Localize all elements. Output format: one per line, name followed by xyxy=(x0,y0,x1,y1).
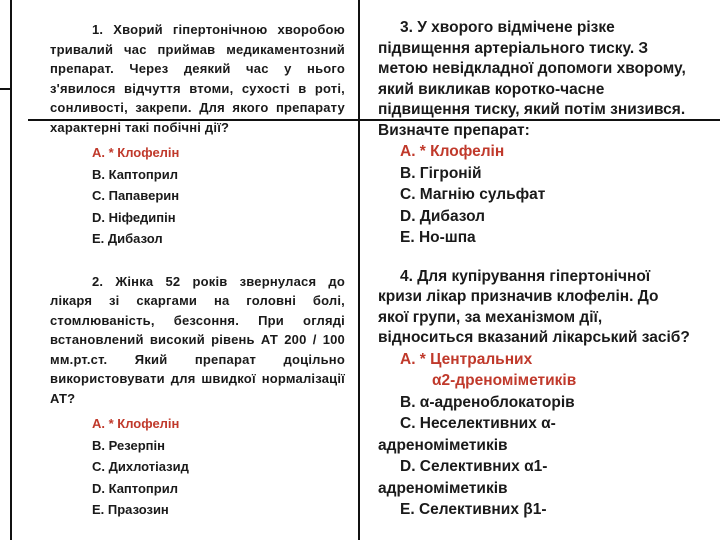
q3-option-e: E. Но-шпа xyxy=(400,229,476,246)
center-vertical-rule xyxy=(358,0,360,540)
q1-option-d: D. Ніфедипін xyxy=(92,209,176,225)
q3-option-c: C. Магнію сульфат xyxy=(400,186,546,203)
q4-option-c-line1: C. Неселективних α- xyxy=(400,415,556,432)
q4-option-d-line1: D. Селективних α1- xyxy=(400,458,548,475)
q4-option-d xyxy=(378,456,690,499)
left-column xyxy=(50,20,345,521)
q3-option-a: A. * Клофелін xyxy=(400,143,505,160)
q4-option-d-line2: адреноміметиків xyxy=(378,479,508,497)
question-2-text: 2. Жінка 52 років звернулася до лікаря зі скаргами на головні болі, стомлюваність, безсоння. При огляді встановлений високий рівень АТ 200 / 100 мм.рт.ст. Який препарат доцільно використовувати для швидкої нормалізації АТ? xyxy=(50,273,345,406)
q1-option-c: C. Папаверин xyxy=(92,188,180,203)
q4-option-c xyxy=(378,413,690,456)
q1-option-b: B. Каптоприл xyxy=(92,166,178,182)
question-3-options xyxy=(400,141,690,249)
q4-option-e: E. Селективних β1- xyxy=(400,501,547,518)
q3-option-d: D. Дибазол xyxy=(400,207,486,225)
q2-option-b: B. Резерпін xyxy=(92,437,165,453)
q4-option-a xyxy=(400,349,690,392)
q2-option-a: A. * Клофелін xyxy=(92,416,180,431)
q2-option-e: E. Празозин xyxy=(92,502,169,517)
question-3-text: 3. У хворого відмічене різке підвищення артеріального тиску. З метою невідкладної допомоги хворому, який викликав коротко-часне підвищення тиску, який потім знизився. Визначте препарат: xyxy=(378,19,686,139)
q4-option-a-line1: A. * Центральних xyxy=(400,350,533,368)
q2-option-c: C. Дихлотіазид xyxy=(92,459,189,474)
left-vertical-rule xyxy=(10,0,12,540)
question-1-options xyxy=(92,142,345,250)
q2-option-d: D. Каптоприл xyxy=(92,480,178,496)
q4-option-c-line2: адреноміметиків xyxy=(378,436,508,454)
q1-option-e: E. Дибазол xyxy=(92,231,163,246)
right-column xyxy=(378,18,690,521)
question-1-text: 1. Хворий гіпертонічною хворобою тривалий час приймав медикаментозний препарат. Через деякий час у нього з'явилося відчуття втоми, сухості в роті, сонливості, закрепи. Для якого препарату характерні такі побічні дії? xyxy=(50,22,345,135)
question-4-text: 4. Для купірування гіпертонічної кризи лікар призначив клофелін. До якої групи, за механізмом дії, відноситься вказаний лікарський засіб? xyxy=(378,267,690,346)
q3-option-b: B. Гігроній xyxy=(400,164,482,182)
q4-option-a-line2: α2-дреноміметиків xyxy=(432,372,577,389)
question-4-options xyxy=(378,349,690,521)
question-2-options xyxy=(92,413,345,521)
left-tick xyxy=(0,88,12,90)
q1-option-a: A. * Клофелін xyxy=(92,145,180,160)
q4-option-b: B. α-адреноблокаторів xyxy=(400,393,575,411)
